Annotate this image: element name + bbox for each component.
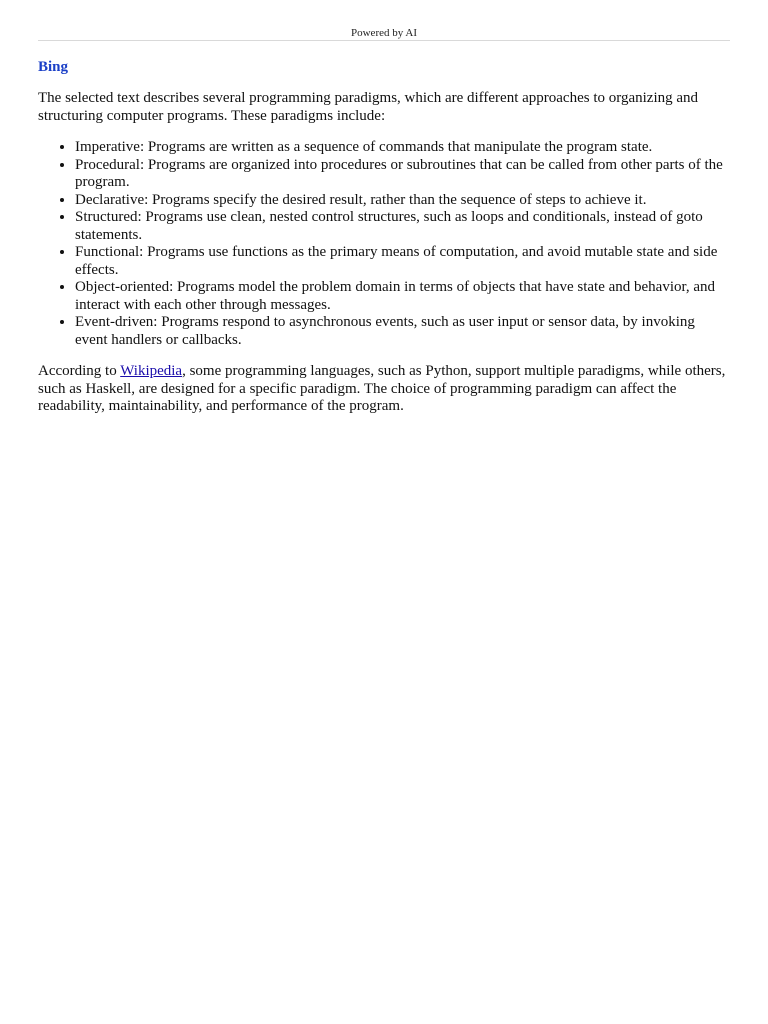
list-item: • Functional: Programs use functions as the primary means of computation, and avoid mutable state and side effects. xyxy=(75,244,730,279)
list-item: • Declarative: Programs specify the desired result, rather than the sequence of steps to achieve it. xyxy=(75,192,730,210)
list-item: • Event-driven: Programs respond to asynchronous events, such as user input or sensor data, by invoking event handlers or callbacks. xyxy=(75,314,730,349)
intro-paragraph: The selected text describes several programming paradigms, which are different approaches to organizing and structuring computer programs. These paradigms include: xyxy=(38,90,699,124)
closing-text-end: , some programming languages, such as Python, support multiple paradigms, while others, such as Haskell, are designed for a specific paradigm. The choice of programming paradigm can affect the readability, maintainability, and performance of the program. xyxy=(38,363,726,414)
list-item: • Structured: Programs use clean, nested control structures, such as loops and conditionals, instead of goto statements. xyxy=(75,209,730,244)
wikipedia-link[interactable]: Wikipedia xyxy=(120,363,183,379)
list-item: • Imperative: Programs are written as a sequence of commands that manipulate the program state. xyxy=(75,139,730,157)
header-bar xyxy=(38,0,730,41)
powered-by-label: Powered by AI xyxy=(351,27,417,39)
message xyxy=(38,58,730,416)
list-item: • Object-oriented: Programs model the problem domain in terms of objects that have state and behavior, and interact with each other through messages. xyxy=(75,279,730,314)
closing-paragraph xyxy=(38,363,730,416)
paradigm-list xyxy=(38,139,730,349)
list-item: • Procedural: Programs are organized into procedures or subroutines that can be called from other parts of the program. xyxy=(75,157,730,192)
author-name: Bing xyxy=(38,59,69,75)
closing-text-start: According to xyxy=(38,363,121,379)
